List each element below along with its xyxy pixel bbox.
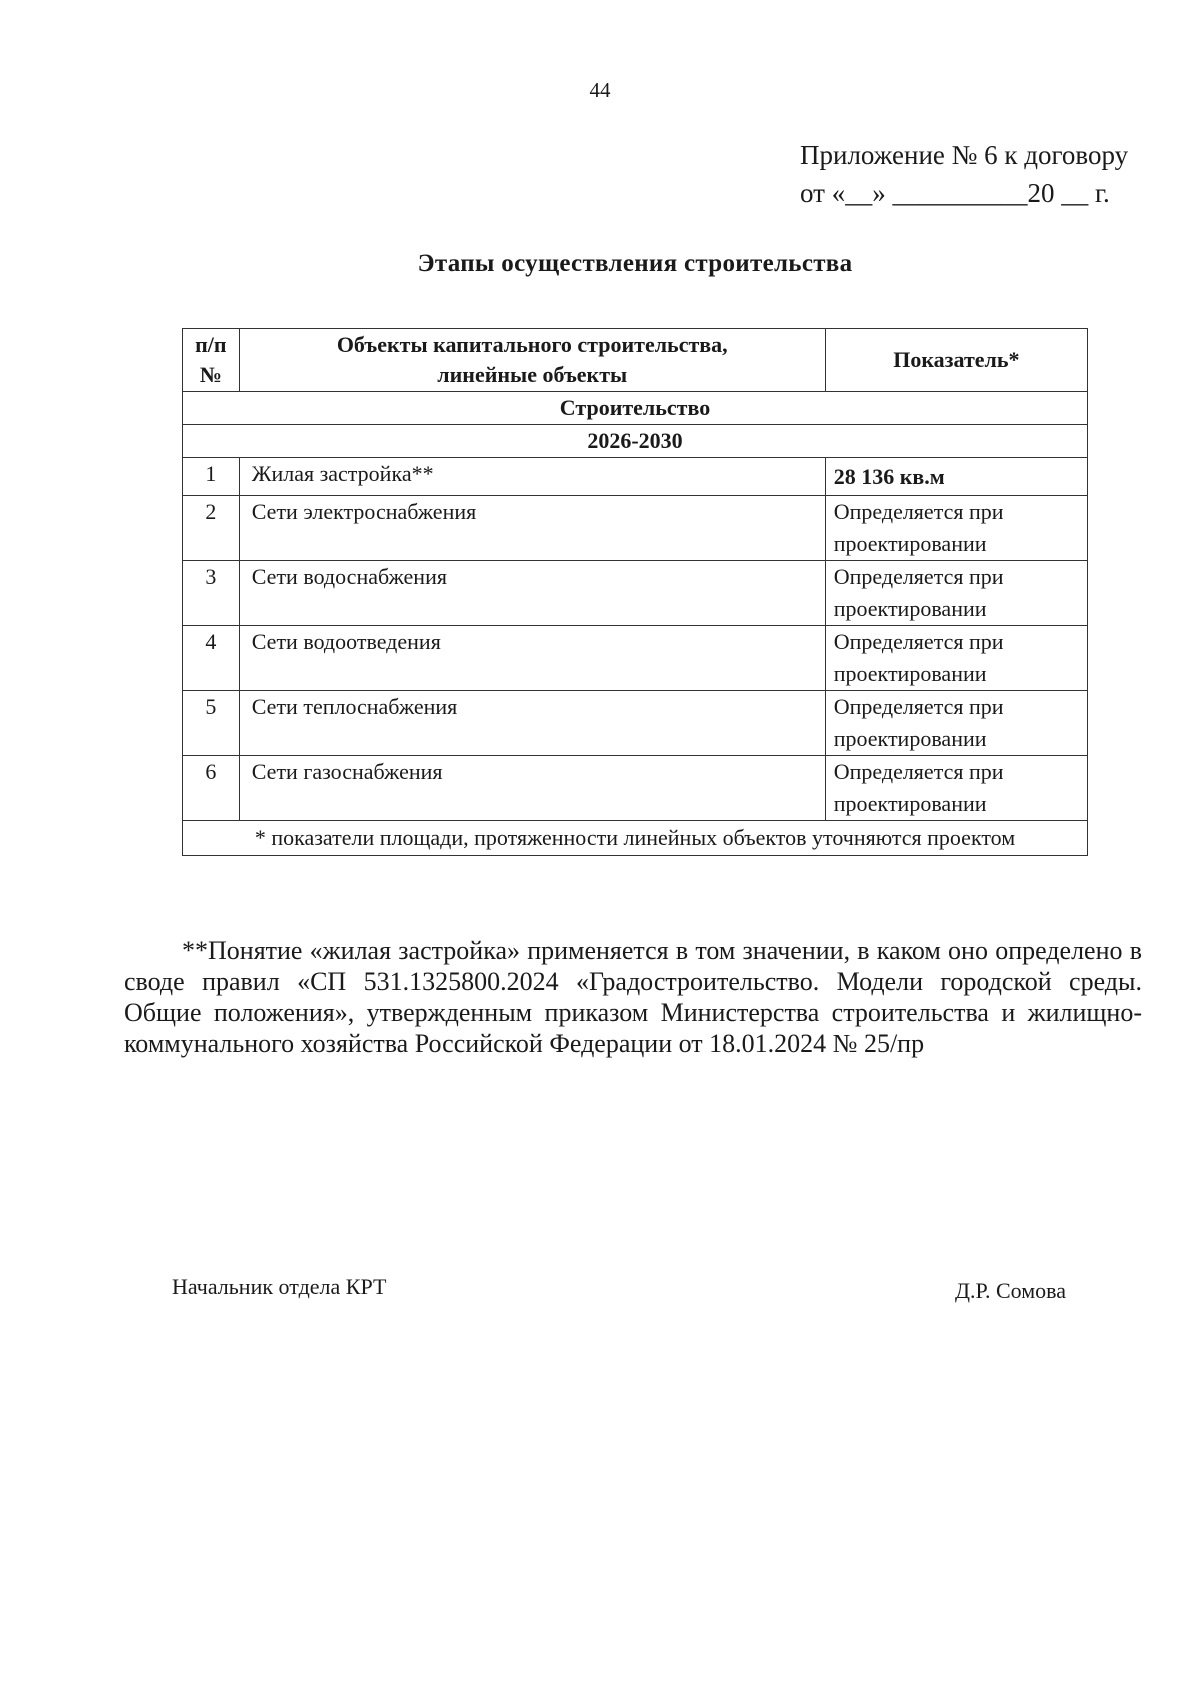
table-row [183, 691, 1088, 756]
period-label: 2026-2030 [183, 425, 1088, 458]
header-object-line-1: Объекты капитального строительства, [336, 332, 728, 357]
header-number-line-2: № [199, 362, 222, 387]
table-row [183, 496, 1088, 561]
row-number: 6 [183, 756, 240, 821]
row-indicator: Определяется при проектировании [825, 496, 1087, 561]
header-object [239, 329, 825, 392]
table-footnote: * показатели площади, протяженности линейных объектов уточняются проектом [183, 821, 1088, 856]
table-row [183, 561, 1088, 626]
header-number-line-1: п/п [195, 332, 227, 357]
row-object: Сети газоснабжения [239, 756, 825, 821]
row-object: Сети водоотведения [239, 626, 825, 691]
period-row [183, 425, 1088, 458]
table-row [183, 458, 1088, 496]
row-number: 2 [183, 496, 240, 561]
row-number: 5 [183, 691, 240, 756]
appendix-line-1: Приложение № 6 к договору [800, 140, 1129, 170]
document-title: Этапы осуществления строительства [417, 250, 853, 277]
signatory-position: Начальник отдела КРТ [172, 1274, 387, 1299]
section-row [183, 392, 1088, 425]
row-object: Сети электроснабжения [239, 496, 825, 561]
header-object-line-2: линейные объекты [437, 362, 628, 387]
row-object: Сети водоснабжения [239, 561, 825, 626]
appendix-reference [800, 136, 1128, 212]
table-header-row [183, 329, 1088, 392]
row-number: 1 [183, 458, 240, 496]
page-number: 44 [589, 78, 611, 102]
definition-note [124, 935, 1142, 1059]
table-row [183, 756, 1088, 821]
row-object: Сети теплоснабжения [239, 691, 825, 756]
signatory-name: Д.Р. Сомова [955, 1278, 1067, 1303]
table-row [183, 626, 1088, 691]
row-indicator: 28 136 кв.м [825, 458, 1087, 496]
row-indicator: Определяется при проектировании [825, 626, 1087, 691]
construction-stages-table [182, 328, 1088, 856]
row-indicator: Определяется при проектировании [825, 756, 1087, 821]
section-label: Строительство [183, 392, 1088, 425]
appendix-line-2: от «__» __________20 __ г. [800, 178, 1110, 208]
header-number [183, 329, 240, 392]
definition-paragraph: **Понятие «жилая застройка» применяется в том значении, в каком оно определено в своде правил «СП 531.1325800.2024 «Градостроительство. Модели городской среды. Общие положения», утвержденным приказом Министерства строительства и жилищно-коммунального хозяйства Российской Федерации от 18.01.2024 № 25/пр [124, 936, 1142, 1058]
row-object: Жилая застройка** [239, 458, 825, 496]
row-number: 3 [183, 561, 240, 626]
row-indicator: Определяется при проектировании [825, 561, 1087, 626]
header-indicator: Показатель* [825, 329, 1087, 392]
row-indicator: Определяется при проектировании [825, 691, 1087, 756]
footnote-row [183, 821, 1088, 856]
row-number: 4 [183, 626, 240, 691]
